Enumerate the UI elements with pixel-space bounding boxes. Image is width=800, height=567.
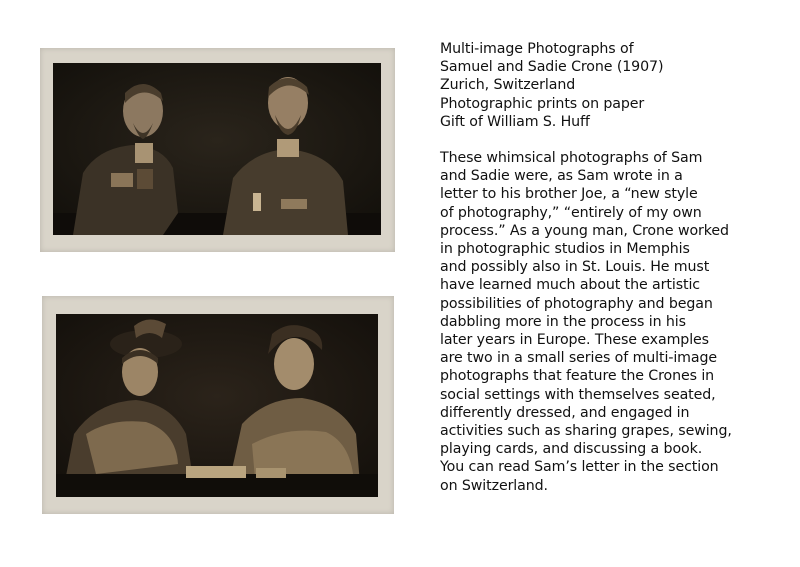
photo-mat-samuel xyxy=(40,48,395,252)
caption-title-line-2: Samuel and Sadie Crone (1907) xyxy=(440,59,664,76)
body-line: letter to his brother Joe, a “new style xyxy=(440,186,698,203)
body-line: activities such as sharing grapes, sewing, xyxy=(440,423,732,440)
body-line: possibilities of photography and began xyxy=(440,295,713,312)
label-text-panel xyxy=(440,40,790,495)
body-line: process.” As a young man, Crone worked xyxy=(440,222,729,239)
caption-block xyxy=(440,40,790,131)
body-line: on Switzerland. xyxy=(440,477,548,494)
body-line: dabbling more in the process in his xyxy=(440,313,686,330)
body-line: photographs that feature the Crones in xyxy=(440,368,715,385)
body-line: have learned much about the artistic xyxy=(440,277,700,294)
caption-title-line-1: Multi-image Photographs of xyxy=(440,41,634,57)
body-line: in photographic studios in Memphis xyxy=(440,241,690,258)
body-line: social settings with themselves seated, xyxy=(440,386,716,403)
body-line: These whimsical photographs of Sam xyxy=(440,150,703,167)
caption-credit: Gift of William S. Huff xyxy=(440,113,590,130)
body-line: differently dressed, and engaged in xyxy=(440,404,690,421)
photo-samuel-crone-double xyxy=(53,63,381,235)
caption-medium: Photographic prints on paper xyxy=(440,95,645,112)
body-line: and possibly also in St. Louis. He must xyxy=(440,259,710,276)
description-paragraph xyxy=(440,149,790,495)
photo-sadie-image xyxy=(56,314,378,497)
body-line: playing cards, and discussing a book. xyxy=(440,441,703,458)
photo-mat-sadie xyxy=(42,296,394,514)
body-line: are two in a small series of multi-image xyxy=(440,350,718,367)
body-line: later years in Europe. These examples xyxy=(440,332,709,349)
body-line: of photography,” “entirely of my own xyxy=(440,204,702,221)
caption-place: Zurich, Switzerland xyxy=(440,77,576,94)
body-line: and Sadie were, as Sam wrote in a xyxy=(440,168,683,185)
body-line: You can read Sam’s letter in the section xyxy=(440,459,719,476)
photo-samuel-image xyxy=(53,63,381,235)
photo-sadie-crone-double xyxy=(56,314,378,497)
